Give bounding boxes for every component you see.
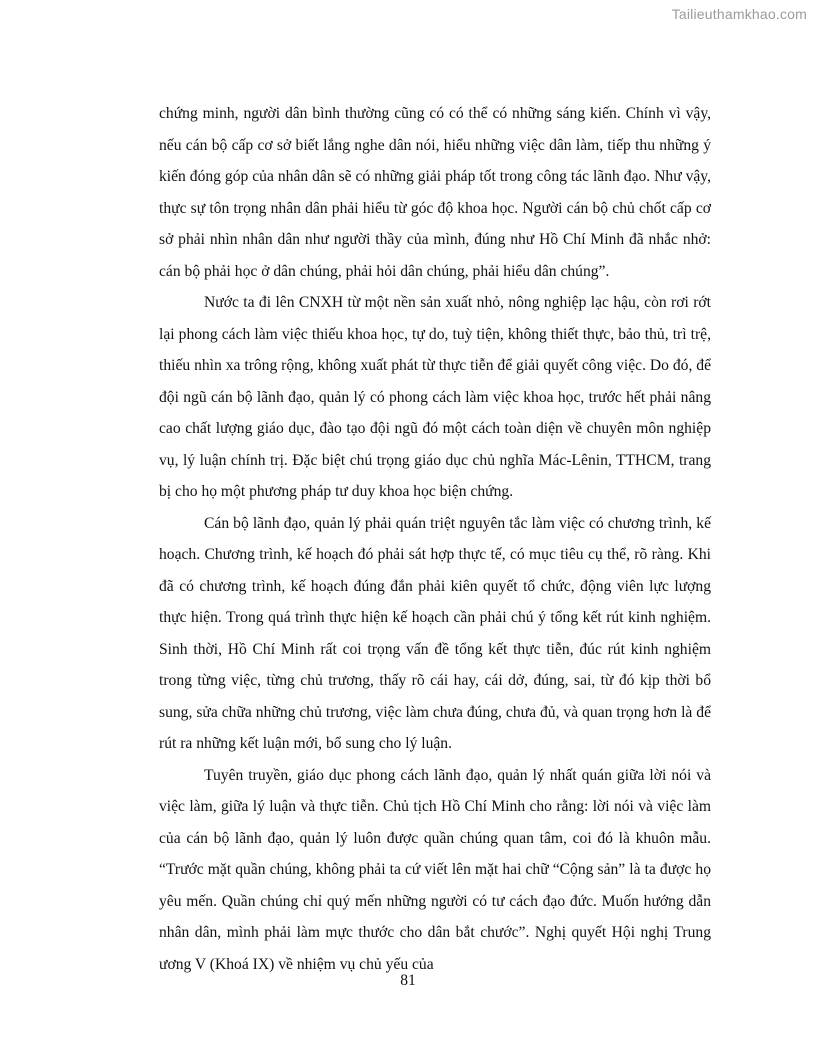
page-number: 81 xyxy=(400,972,416,989)
paragraph-2: Nước ta đi lên CNXH từ một nền sản xuất nhỏ, nông nghiệp lạc hậu, còn rơi rớt lại phong cách làm việc thiếu khoa học, tự do, tuỳ tiện, không thiết thực, bảo thủ, trì trệ, thiếu nhìn xa trông rộng, không xuất phát từ thực tiễn để giải quyết công việc. Do đó, để đội ngũ cán bộ lãnh đạo, quản lý có phong cách làm việc khoa học, trước hết phải nâng cao chất lượng giáo dục, đào tạo đội ngũ đó một cách toàn diện về chuyên môn nghiệp vụ, lý luận chính trị. Đặc biệt chú trọng giáo dục chủ nghĩa Mác-Lênin, TTHCM, trang bị cho họ một phương pháp tư duy khoa học biện chứng. xyxy=(159,294,711,500)
paragraph-3: Cán bộ lãnh đạo, quản lý phải quán triệt nguyên tắc làm việc có chương trình, kế hoạch. Chương trình, kế hoạch đó phải sát hợp thực tế, có mục tiêu cụ thể, rõ ràng. Khi đã có chương trình, kế hoạch đúng đắn phải kiên quyết tổ chức, động viên lực lượng thực hiện. Trong quá trình thực hiện kế hoạch cần phải chú ý tổng kết rút kinh nghiệm. Sinh thời, Hồ Chí Minh rất coi trọng vấn đề tổng kết thực tiễn, đúc rút kinh nghiệm trong từng việc, từng chủ trương, thấy rõ cái hay, cái dở, đúng, sai, từ đó kịp thời bổ sung, sửa chữa những chủ trương, việc làm chưa đúng, chưa đủ, và quan trọng hơn là để rút ra những kết luận mới, bổ sung cho lý luận. xyxy=(159,514,711,752)
document-body xyxy=(159,98,711,980)
paragraph-4: Tuyên truyền, giáo dục phong cách lãnh đạo, quản lý nhất quán giữa lời nói và việc làm, giữa lý luận và thực tiễn. Chủ tịch Hồ Chí Minh cho rằng: lời nói và việc làm của cán bộ lãnh đạo, quản lý luôn được quần chúng quan tâm, coi đó là khuôn mẫu. “Trước mặt quần chúng, không phải ta cứ viết lên mặt hai chữ “Cộng sản” là ta được họ yêu mến. Quần chúng chỉ quý mến những người có tư cách đạo đức. Muốn hướng dẫn nhân dân, mình phải làm mực thước cho dân bắt chước”. Nghị quyết Hội nghị Trung ương V (Khoá IX) về nhiệm vụ chủ yếu của xyxy=(159,766,711,973)
paragraph-1: chứng minh, người dân bình thường cũng có có thể có những sáng kiến. Chính vì vậy, nếu cán bộ cấp cơ sở biết lắng nghe dân nói, hiểu những việc dân làm, tiếp thu những ý kiến đóng góp của nhân dân sẽ có những giải pháp tốt trong công tác lãnh đạo. Như vậy, thực sự tôn trọng nhân dân phải hiểu từ góc độ khoa học. Người cán bộ chủ chốt cấp cơ sở phải nhìn nhân dân như người thầy của mình, đúng như Hồ Chí Minh đã nhắc nhở: cán bộ phải học ở dân chúng, phải hỏi dân chúng, phải hiểu dân chúng”. xyxy=(159,105,711,280)
watermark: Tailieuthamkhao.com xyxy=(671,6,807,22)
